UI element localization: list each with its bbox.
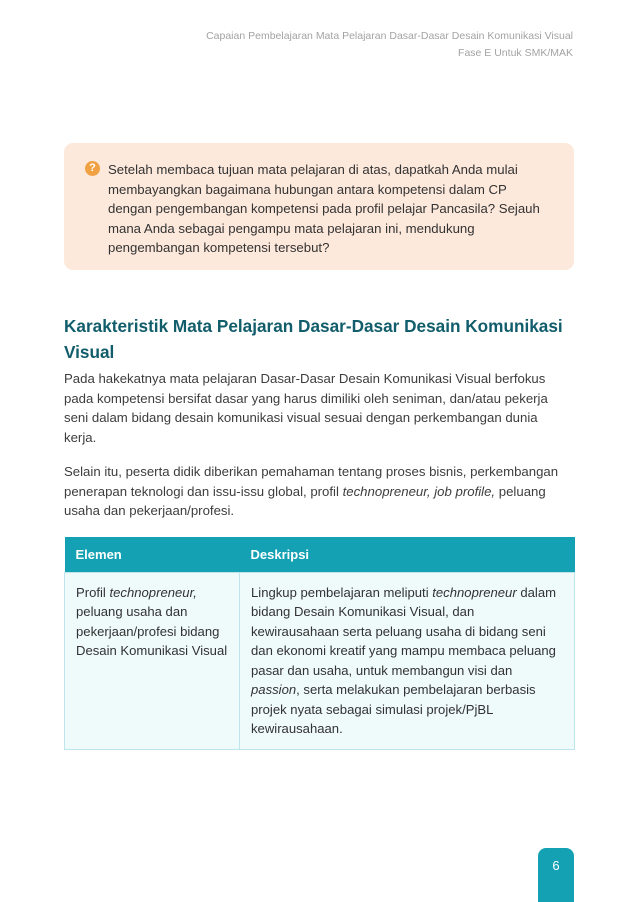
header-title: Capaian Pembelajaran Mata Pelajaran Dasar-Dasar Desain Komunikasi Visual <box>206 30 573 42</box>
table-header-row <box>65 537 575 572</box>
paragraph-intro: Pada hakekatnya mata pelajaran Dasar-Dasar Desain Komunikasi Visual berfokus pada kompetensi bersifat dasar yang harus dimiliki oleh seniman, dan/atau pekerja seni dalam bidang desain komunikasi visual sesuai dengan perkembangan dunia kerja. <box>64 371 548 446</box>
table-row <box>65 572 575 749</box>
element-table <box>64 537 575 750</box>
reflection-callout <box>64 143 574 270</box>
header-subtitle: Fase E Untuk SMK/MAK <box>458 46 573 59</box>
callout-text: Setelah membaca tujuan mata pelajaran di atas, dapatkah Anda mulai membayangkan bagaimana hubungan antara kompetensi dalam CP dengan pengembangan kompetensi pada profil pelajar Pancasila? Sejauh mana Anda sebagai pengampu mata pelajaran ini, mendukung pengembangan kompetensi tersebut? <box>108 162 540 256</box>
page-header <box>113 28 573 61</box>
cell-deskripsi: Lingkup pembelajaran meliputi technopreneur dalam bidang Desain Komunikasi Visual, dan kewirausahaan serta peluang usaha di bidang seni dan ekonomi kreatif yang mampu membaca peluang pasar dan usaha, untuk membangun visi dan passion, serta melakukan pembelajaran berbasis projek nyata sebagai simulasi projek/PjBL kewirausahaan. <box>240 572 575 749</box>
paragraph-business: Selain itu, peserta didik diberikan pemahaman tentang proses bisnis, perkembangan penerapan teknologi dan issu-issu global, profil technopreneur, job profile, peluang usaha dan pekerjaan/profesi. <box>64 464 559 519</box>
page-number: 6 <box>538 848 574 902</box>
question-icon: ? <box>85 161 100 176</box>
section-title: Karakteristik Mata Pelajaran Dasar-Dasar Desain Komunikasi Visual <box>64 316 563 362</box>
cell-elemen: Profil technopreneur, peluang usaha dan pekerjaan/profesi bidang Desain Komunikasi Visual <box>65 572 240 749</box>
column-header-elemen: Elemen <box>65 537 240 572</box>
column-header-deskripsi: Deskripsi <box>240 537 575 572</box>
